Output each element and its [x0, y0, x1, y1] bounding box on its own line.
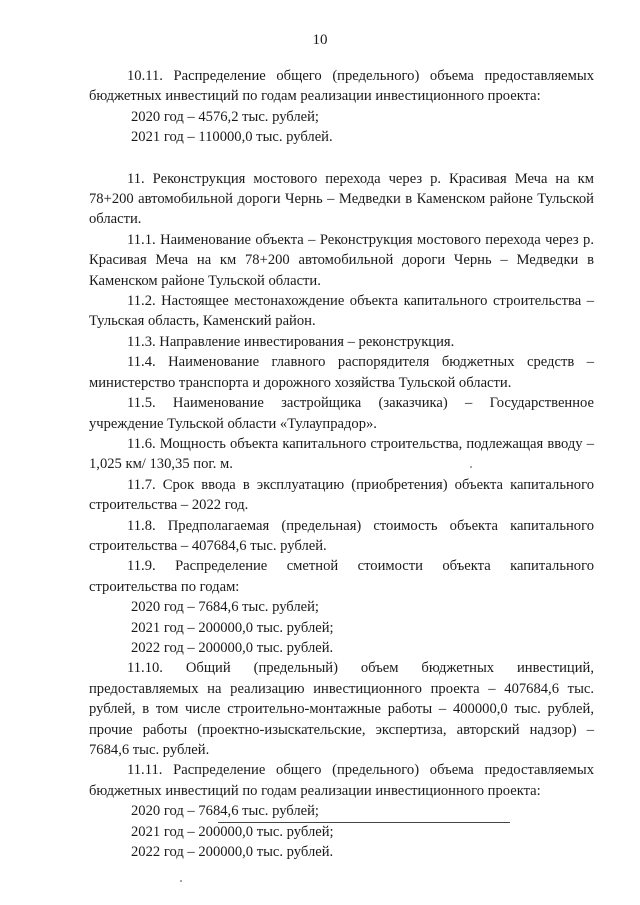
end-divider-line	[218, 822, 510, 823]
paragraph-11-9-year-2022: 2022 год – 200000,0 тыс. рублей.	[131, 639, 334, 656]
paragraph-10-11-year-2021: 2021 год – 110000,0 тыс. рублей.	[131, 129, 333, 146]
paragraph-11-11-year-2021: 2021 год – 200000,0 тыс. рублей;	[131, 823, 334, 840]
scan-speck	[180, 880, 182, 882]
paragraph-11-3: 11.3. Направление инвестирования – реконструкция.	[127, 333, 455, 350]
paragraph-10-11: 10.11. Распределение общего (предельного) объема предоставляемых бюджетных инвестиций по годам реализации инвестиционного проекта:	[89, 68, 594, 105]
paragraph-10-11-year-2020: 2020 год – 4576,2 тыс. рублей;	[131, 108, 319, 125]
paragraph-11-9-year-2021: 2021 год – 200000,0 тыс. рублей;	[131, 619, 334, 636]
paragraph-11-11: 11.11. Распределение общего (предельного) объема предоставляемых бюджетных инвестиций по годам реализации инвестиционного проекта:	[89, 762, 594, 799]
document-body	[89, 66, 594, 862]
paragraph-11-8: 11.8. Предполагаемая (предельная) стоимость объекта капитального строительства – 407684,6 тыс. рублей.	[89, 517, 594, 554]
paragraph-11-9: 11.9. Распределение сметной стоимости объекта капитального строительства по годам:	[89, 558, 594, 595]
page-number: 10	[312, 32, 328, 48]
paragraph-11-10: 11.10. Общий (предельный) объем бюджетных инвестиций, предоставляемых на реализацию инвестиционного проекта – 407684,6 тыс. рублей, в том числе строительно-монтажные работы – 400000,0 тыс. рублей, прочие работы (проектно-изыскательские, экспертиза, авторский надзор) – 7684,6 тыс. рублей.	[89, 660, 594, 758]
paragraph-11-2: 11.2. Настоящее местонахождение объекта капитального строительства – Тульская область, Каменский район.	[89, 293, 594, 330]
paragraph-11: 11. Реконструкция мостового перехода через р. Красивая Меча на км 78+200 автомобильной дороги Чернь – Медведки в Каменском районе Тульской области.	[89, 170, 594, 228]
paragraph-11-7: 11.7. Срок ввода в эксплуатацию (приобретения) объекта капитального строительства – 2022 год.	[89, 476, 594, 514]
paragraph-11-4: 11.4. Наименование главного распорядителя бюджетных средств – министерство транспорта и дорожного хозяйства Тульской области.	[89, 354, 594, 391]
paragraph-11-11-year-2022: 2022 год – 200000,0 тыс. рублей.	[131, 844, 334, 861]
paragraph-11-11-year-2020: 2020 год – 7684,6 тыс. рублей;	[131, 803, 319, 820]
section-gap	[89, 148, 594, 169]
paragraph-11-1: 11.1. Наименование объекта – Реконструкция мостового перехода через р. Красивая Меча на км 78+200 автомобильной дороги Чернь – Медведки в Каменском районе Тульской области.	[89, 231, 594, 289]
paragraph-11-6: 11.6. Мощность объекта капитального строительства, подлежащая вводу – 1,025 км/ 130,35 пог. м.	[89, 435, 594, 473]
paragraph-11-5: 11.5. Наименование застройщика (заказчика) – Государственное учреждение Тульской области «Тулаупрадор».	[89, 395, 594, 432]
scan-speck	[470, 466, 472, 468]
paragraph-11-9-year-2020: 2020 год – 7684,6 тыс. рублей;	[131, 599, 319, 616]
